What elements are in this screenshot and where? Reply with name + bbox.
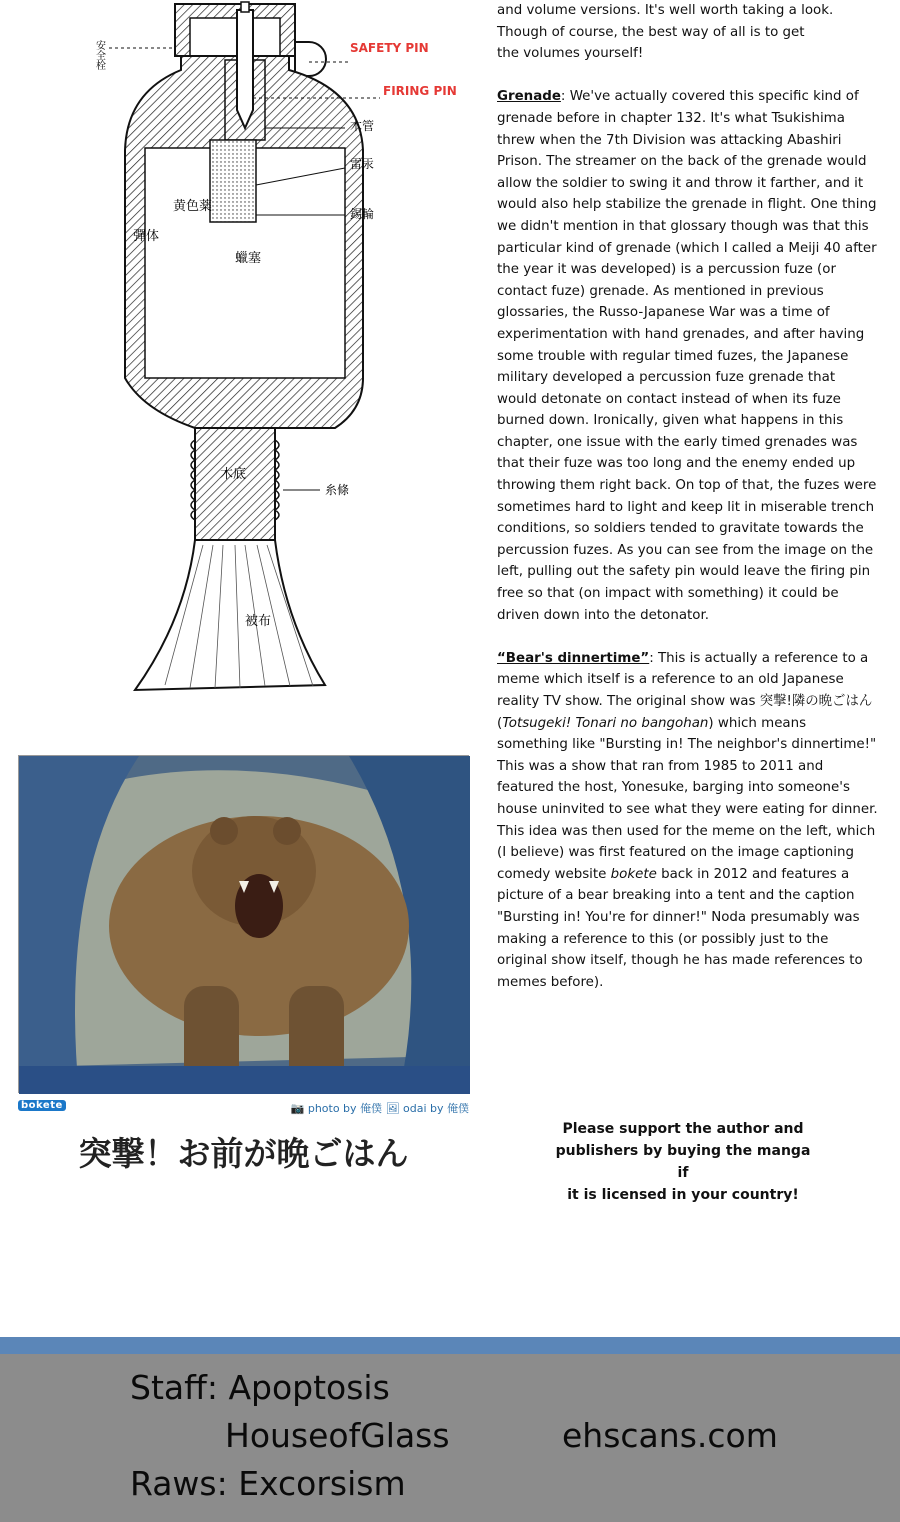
support-line: it is licensed in your country! [567, 1187, 799, 1203]
meme-caption: 突撃！お前が晩ごはん [78, 1134, 409, 1173]
boketo-logo: bokete [18, 1100, 66, 1111]
wood-base-label: 木底 [220, 467, 247, 482]
thread-label: 糸條 [325, 483, 350, 497]
bear-term: “Bear's dinnertime” [497, 650, 650, 666]
safety-pin-jp-label: 安全栓 [93, 40, 105, 70]
cloth-streamer [135, 540, 325, 690]
safety-pin-label: SAFETY PIN [350, 41, 429, 55]
show-title-romaji: Totsugeki! Tonari no bangohan [502, 715, 709, 731]
firing-pin [237, 10, 253, 128]
credits-footer [0, 1354, 900, 1522]
footer-stripe [0, 1337, 900, 1354]
detonator [210, 140, 256, 222]
support-line: Please support the author and [562, 1121, 804, 1137]
bear-body-c: back in 2012 and features a picture of a bear breaking into a tent and the caption "Bursting in! You're for dinner!" Noda presumably was making a reference to this (or possibly just to the original show itself, though he has made references to memes before). [497, 866, 863, 990]
tin-ring-label: 錫輪 [350, 207, 375, 221]
grenade-body: : We've actually covered this specific kind of grenade before in chapter 132. It's what Tsukishima threw when the 7th Division was attacking Abashiri Prison. The streamer on the back of the grenade would allow the soldier to swing it and throw it farther, and it would also help stabilize the grenade in flight. One thing we didn't mention in that glossary though was that this particular kind of grenade (which I called a Meiji 40 after the year it was developed) is a percussion fuze (or contact fuze) grenade. As mentioned in previous glossaries, the Russo-Japanese War was a time of experimentation with hand grenades, and after having some trouble with regular timed fuzes, the Japanese military developed a percussion fuze grenade that would detonate on contact instead of when its fuze burned down. Ironically, given what happens in this chapter, one issue with the early timed grenades was that their fuze was too long and the enemy ended up throwing them right back. On top of that, the fuzes were sometimes hard to light and keep lit in miserable trench conditions, so soldiers tended to gravitate towards the percussion fuzes. As you can see from the image on the left, pulling out the safety pin would leave the firing pin free so that (on impact with something) it could be driven down into the detonator. [497, 89, 877, 623]
bear-paragraph [497, 648, 879, 994]
yellow-powder-label: 黄色薬 [173, 199, 213, 214]
wood-tube-label: 木管 [350, 119, 375, 133]
staff-credit-2: HouseofGlass [225, 1416, 450, 1455]
bear-body-a: : This is actually a reference to a meme which itself is a reference to an old Japanese reality TV show. The original show was 突撃!隣の晩ごはん ( [497, 650, 873, 731]
site-name: bokete [610, 866, 657, 882]
grenade-diagram [95, 0, 455, 705]
raws-credit: Raws: Excorsism [130, 1464, 406, 1503]
site-link[interactable]: ehscans.com [562, 1416, 778, 1455]
intro-line: the volumes yourself! [497, 46, 644, 62]
grenade-term: Grenade [497, 89, 561, 105]
safety-pin-knob [295, 42, 326, 76]
wood-base [195, 428, 275, 540]
cloth-label: 被布 [245, 614, 272, 629]
bokete-credit-bar [18, 1100, 469, 1116]
intro-paragraph [497, 0, 879, 65]
glossary-text [497, 0, 879, 1015]
bear-body-b: ) which means something like "Bursting in! The neighbor's dinnertime!" This was a show that ran from 1985 to 2011 and featured the host, Yonesuke, barging into someone's house uninvited to see what they were eating for dinner. This idea was then used for the meme on the left, which (I believe) was first featured on the image captioning comedy website [497, 715, 878, 882]
staff-credit: Staff: Apoptosis [130, 1368, 390, 1407]
wax-plug-label: 蠟塞 [235, 251, 262, 266]
bear-in-tent-illustration [19, 756, 470, 1094]
intro-line: and volume versions. It's well worth taking a look. [497, 3, 834, 18]
body-label: 彈体 [133, 229, 160, 244]
support-note [552, 1118, 814, 1206]
detonator-label: 雷汞 [350, 157, 375, 171]
firing-pin-label: FIRING PIN [383, 84, 457, 98]
bear-photo [18, 755, 469, 1093]
grenade-paragraph [497, 86, 879, 626]
intro-line: Though of course, the best way of all is to get [497, 24, 805, 40]
photo-credit: 📷 photo by 俺僕 🖼 odai by 俺僕 [290, 1102, 469, 1115]
support-line: publishers by buying the manga if [555, 1143, 811, 1181]
